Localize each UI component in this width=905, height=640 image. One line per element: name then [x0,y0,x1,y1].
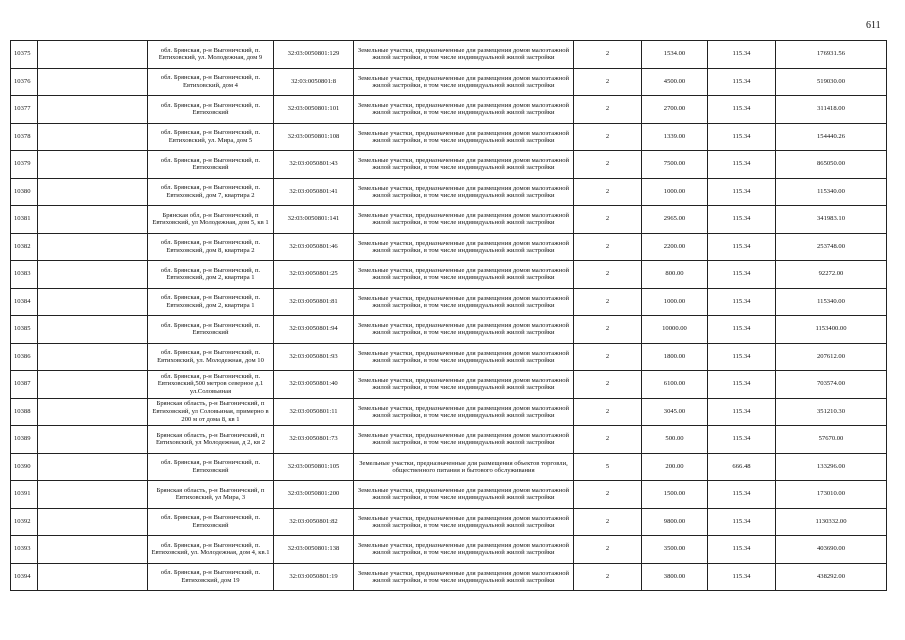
group-cell: 2 [574,343,642,371]
row-number-cell: 10390 [11,453,38,481]
table-row [11,123,887,151]
cadastral-number-cell: 32:03:0050801:81 [274,288,354,316]
area-cell: 9800.00 [642,508,708,536]
row-number-cell: 10392 [11,508,38,536]
blank-cell [38,233,148,261]
area-cell: 200.00 [642,453,708,481]
address-cell: обл. Брянская, р-н Выгоничский, п. Евтиховский [148,453,274,481]
specific-value-cell: 666.48 [708,453,776,481]
blank-cell [38,508,148,536]
cadastral-value-cell: 253748.00 [776,233,887,261]
area-cell: 7500.00 [642,151,708,179]
cadastral-number-cell: 32:03:0050801:25 [274,261,354,289]
specific-value-cell: 115.34 [708,536,776,564]
group-cell: 2 [574,398,642,426]
cadastral-value-cell: 865050.00 [776,151,887,179]
table-row [11,426,887,454]
table-row [11,261,887,289]
cadastral-value-cell: 351210.30 [776,398,887,426]
table-row [11,453,887,481]
specific-value-cell: 115.34 [708,316,776,344]
group-cell: 2 [574,123,642,151]
blank-cell [38,178,148,206]
address-cell: обл. Брянская, р-н Выгоничский, п. Евтиховский, дом 2, квартира 1 [148,261,274,289]
table-row [11,41,887,69]
land-use-cell: Земельные участки, предназначенные для размещения домов малоэтажной жилой застройки, в том числе индивидуальной жилой застройки [354,41,574,69]
cadastral-value-cell: 403690.00 [776,536,887,564]
area-cell: 2700.00 [642,96,708,124]
address-cell: обл. Брянская, р-н Выгоничский, п. Евтиховский, дом 19 [148,563,274,591]
blank-cell [38,481,148,509]
row-number-cell: 10383 [11,261,38,289]
address-cell: Брянская область, р-н Выгоничский, п Евтиховский, ул Молодежная, д 2, кв 2 [148,426,274,454]
cadastral-number-cell: 32:03:0050801:82 [274,508,354,536]
row-number-cell: 10385 [11,316,38,344]
table-row [11,536,887,564]
cadastral-value-cell: 154440.26 [776,123,887,151]
address-cell: обл. Брянская, р-н Выгоничский, п. Евтиховский, дом 2, квартира 1 [148,288,274,316]
cadastral-number-cell: 32:03:0050801:41 [274,178,354,206]
row-number-cell: 10387 [11,371,38,399]
address-cell: обл. Брянская, р-н Выгоничский, п. Евтиховский, дом 7, квартира 2 [148,178,274,206]
specific-value-cell: 115.34 [708,398,776,426]
cadastral-number-cell: 32:03:0050801:105 [274,453,354,481]
cadastral-number-cell: 32:03:0050801:129 [274,41,354,69]
land-use-cell: Земельные участки, предназначенные для размещения домов малоэтажной жилой застройки, в том числе индивидуальной жилой застройки [354,343,574,371]
table-row [11,68,887,96]
land-use-cell: Земельные участки, предназначенные для размещения домов малоэтажной жилой застройки, в том числе индивидуальной жилой застройки [354,508,574,536]
cadastral-number-cell: 32:03:0050801:19 [274,563,354,591]
cadastral-number-cell: 32:03:0050801:40 [274,371,354,399]
cadastral-number-cell: 32:03:0050801:138 [274,536,354,564]
cadastral-value-cell: 57670.00 [776,426,887,454]
land-use-cell: Земельные участки, предназначенные для размещения домов малоэтажной жилой застройки, в том числе индивидуальной жилой застройки [354,206,574,234]
blank-cell [38,453,148,481]
area-cell: 1500.00 [642,481,708,509]
row-number-cell: 10386 [11,343,38,371]
table-row [11,343,887,371]
specific-value-cell: 115.34 [708,563,776,591]
area-cell: 3500.00 [642,536,708,564]
cadastral-number-cell: 32:03:0050801:73 [274,426,354,454]
group-cell: 5 [574,453,642,481]
area-cell: 2200.00 [642,233,708,261]
row-number-cell: 10375 [11,41,38,69]
cadastral-value-cell: 1130332.00 [776,508,887,536]
cadastral-value-cell: 115340.00 [776,288,887,316]
blank-cell [38,68,148,96]
group-cell: 2 [574,233,642,261]
specific-value-cell: 115.34 [708,178,776,206]
blank-cell [38,563,148,591]
group-cell: 2 [574,481,642,509]
blank-cell [38,536,148,564]
cadastral-number-cell: 32:03:0050801:108 [274,123,354,151]
group-cell: 2 [574,68,642,96]
cadastral-value-table [10,40,887,591]
address-cell: Брянская область, р-н Выгоничский, п Евтиховский, ул Соловьиная, примерно в 200 м от дома 8, кв 1 [148,398,274,426]
cadastral-value-cell: 115340.00 [776,178,887,206]
address-cell: Брянская обл, р-н Выгоничский, п Евтиховский, ул Молодежная, дом 5, кв 1 [148,206,274,234]
row-number-cell: 10394 [11,563,38,591]
cadastral-value-cell: 92272.00 [776,261,887,289]
land-use-cell: Земельные участки, предназначенные для размещения домов малоэтажной жилой застройки, в том числе индивидуальной жилой застройки [354,151,574,179]
area-cell: 3800.00 [642,563,708,591]
specific-value-cell: 115.34 [708,371,776,399]
address-cell: обл. Брянская, р-н Выгоничский, п. Евтиховский [148,96,274,124]
specific-value-cell: 115.34 [708,343,776,371]
row-number-cell: 10389 [11,426,38,454]
group-cell: 2 [574,96,642,124]
address-cell: обл. Брянская, р-н Выгоничский, п. Евтиховский, ул. Молодежная, дом 9 [148,41,274,69]
specific-value-cell: 115.34 [708,96,776,124]
cadastral-number-cell: 32:03:0050801:93 [274,343,354,371]
address-cell: обл. Брянская, р-н Выгоничский, п. Евтиховский [148,508,274,536]
blank-cell [38,371,148,399]
specific-value-cell: 115.34 [708,288,776,316]
specific-value-cell: 115.34 [708,151,776,179]
blank-cell [38,206,148,234]
group-cell: 2 [574,563,642,591]
table-row [11,508,887,536]
group-cell: 2 [574,371,642,399]
land-use-cell: Земельные участки, предназначенные для размещения домов малоэтажной жилой застройки, в том числе индивидуальной жилой застройки [354,371,574,399]
cadastral-value-cell: 341983.10 [776,206,887,234]
cadastral-value-cell: 703574.00 [776,371,887,399]
row-number-cell: 10376 [11,68,38,96]
group-cell: 2 [574,536,642,564]
area-cell: 800.00 [642,261,708,289]
cadastral-number-cell: 32:03:0050801:101 [274,96,354,124]
table-row [11,288,887,316]
blank-cell [38,261,148,289]
address-cell: обл. Брянская, р-н Выгоничский, п. Евтиховский [148,316,274,344]
area-cell: 1000.00 [642,178,708,206]
address-cell: Брянская область, р-н Выгоничский, п Евтиховский, ул Мира, 3 [148,481,274,509]
row-number-cell: 10393 [11,536,38,564]
address-cell: обл. Брянская, р-н Выгоничский, п. Евтиховский, ул. Молодежная, дом 10 [148,343,274,371]
land-use-cell: Земельные участки, предназначенные для размещения домов малоэтажной жилой застройки, в том числе индивидуальной жилой застройки [354,68,574,96]
group-cell: 2 [574,316,642,344]
row-number-cell: 10382 [11,233,38,261]
cadastral-number-cell: 32:03:0050801:200 [274,481,354,509]
land-use-cell: Земельные участки, предназначенные для размещения домов малоэтажной жилой застройки, в том числе индивидуальной жилой застройки [354,288,574,316]
area-cell: 6100.00 [642,371,708,399]
blank-cell [38,343,148,371]
blank-cell [38,288,148,316]
table-row [11,206,887,234]
row-number-cell: 10391 [11,481,38,509]
specific-value-cell: 115.34 [708,426,776,454]
address-cell: обл. Брянская, р-н Выгоничский, п. Евтиховский, дом 8, квартира 2 [148,233,274,261]
cadastral-value-cell: 133296.00 [776,453,887,481]
blank-cell [38,398,148,426]
table-body [11,41,887,591]
land-use-cell: Земельные участки, предназначенные для размещения домов малоэтажной жилой застройки, в том числе индивидуальной жилой застройки [354,536,574,564]
blank-cell [38,96,148,124]
address-cell: обл. Брянская, р-н Выгоничский, п. Евтиховский,500 метров северное д.1 ул.Соловьиная [148,371,274,399]
land-use-cell: Земельные участки, предназначенные для размещения домов малоэтажной жилой застройки, в том числе индивидуальной жилой застройки [354,426,574,454]
specific-value-cell: 115.34 [708,233,776,261]
address-cell: обл. Брянская, р-н Выгоничский, п. Евтиховский, дом 4 [148,68,274,96]
table-row [11,178,887,206]
blank-cell [38,316,148,344]
land-use-cell: Земельные участки, предназначенные для размещения домов малоэтажной жилой застройки, в том числе индивидуальной жилой застройки [354,316,574,344]
group-cell: 2 [574,426,642,454]
specific-value-cell: 115.34 [708,481,776,509]
group-cell: 2 [574,206,642,234]
specific-value-cell: 115.34 [708,41,776,69]
cadastral-value-cell: 207612.00 [776,343,887,371]
area-cell: 500.00 [642,426,708,454]
area-cell: 3045.00 [642,398,708,426]
page-number: 611 [866,20,881,31]
table-row [11,316,887,344]
row-number-cell: 10381 [11,206,38,234]
cadastral-number-cell: 32:03:0050801:46 [274,233,354,261]
row-number-cell: 10377 [11,96,38,124]
row-number-cell: 10388 [11,398,38,426]
table-row [11,96,887,124]
cadastral-value-cell: 176931.56 [776,41,887,69]
area-cell: 1800.00 [642,343,708,371]
cadastral-value-cell: 1153400.00 [776,316,887,344]
area-cell: 4500.00 [642,68,708,96]
group-cell: 2 [574,41,642,69]
specific-value-cell: 115.34 [708,68,776,96]
cadastral-number-cell: 32:03:0050801:141 [274,206,354,234]
blank-cell [38,41,148,69]
cadastral-value-cell: 173010.00 [776,481,887,509]
cadastral-value-cell: 438292.00 [776,563,887,591]
group-cell: 2 [574,288,642,316]
table-row [11,151,887,179]
cadastral-value-cell: 519030.00 [776,68,887,96]
table-row [11,233,887,261]
specific-value-cell: 115.34 [708,123,776,151]
row-number-cell: 10378 [11,123,38,151]
group-cell: 2 [574,508,642,536]
land-use-cell: Земельные участки, предназначенные для размещения объектов торговли, общественного питания и бытового обслуживания [354,453,574,481]
area-cell: 10000.00 [642,316,708,344]
table-row [11,371,887,399]
specific-value-cell: 115.34 [708,508,776,536]
cadastral-value-cell: 311418.00 [776,96,887,124]
row-number-cell: 10380 [11,178,38,206]
specific-value-cell: 115.34 [708,261,776,289]
area-cell: 1534.00 [642,41,708,69]
land-use-cell: Земельные участки, предназначенные для размещения домов малоэтажной жилой застройки, в том числе индивидуальной жилой застройки [354,398,574,426]
area-cell: 2965.00 [642,206,708,234]
row-number-cell: 10384 [11,288,38,316]
land-use-cell: Земельные участки, предназначенные для размещения домов малоэтажной жилой застройки, в том числе индивидуальной жилой застройки [354,123,574,151]
blank-cell [38,123,148,151]
group-cell: 2 [574,178,642,206]
land-use-cell: Земельные участки, предназначенные для размещения домов малоэтажной жилой застройки, в том числе индивидуальной жилой застройки [354,96,574,124]
area-cell: 1339.00 [642,123,708,151]
blank-cell [38,426,148,454]
land-use-cell: Земельные участки, предназначенные для размещения домов малоэтажной жилой застройки, в том числе индивидуальной жилой застройки [354,481,574,509]
row-number-cell: 10379 [11,151,38,179]
table-row [11,481,887,509]
table-row [11,563,887,591]
address-cell: обл. Брянская, р-н Выгоничский, п. Евтиховский, ул. Молодежная, дом 4, кв.1 [148,536,274,564]
cadastral-number-cell: 32:03:0050801:8 [274,68,354,96]
group-cell: 2 [574,261,642,289]
table-row [11,398,887,426]
area-cell: 1000.00 [642,288,708,316]
land-use-cell: Земельные участки, предназначенные для размещения домов малоэтажной жилой застройки, в том числе индивидуальной жилой застройки [354,261,574,289]
cadastral-number-cell: 32:03:0050801:94 [274,316,354,344]
land-use-cell: Земельные участки, предназначенные для размещения домов малоэтажной жилой застройки, в том числе индивидуальной жилой застройки [354,178,574,206]
cadastral-number-cell: 32:03:0050801:11 [274,398,354,426]
land-use-cell: Земельные участки, предназначенные для размещения домов малоэтажной жилой застройки, в том числе индивидуальной жилой застройки [354,563,574,591]
land-use-cell: Земельные участки, предназначенные для размещения домов малоэтажной жилой застройки, в том числе индивидуальной жилой застройки [354,233,574,261]
cadastral-number-cell: 32:03:0050801:43 [274,151,354,179]
group-cell: 2 [574,151,642,179]
blank-cell [38,151,148,179]
specific-value-cell: 115.34 [708,206,776,234]
address-cell: обл. Брянская, р-н Выгоничский, п. Евтиховский [148,151,274,179]
address-cell: обл. Брянская, р-н Выгоничский, п. Евтиховский, ул. Мира, дом 5 [148,123,274,151]
